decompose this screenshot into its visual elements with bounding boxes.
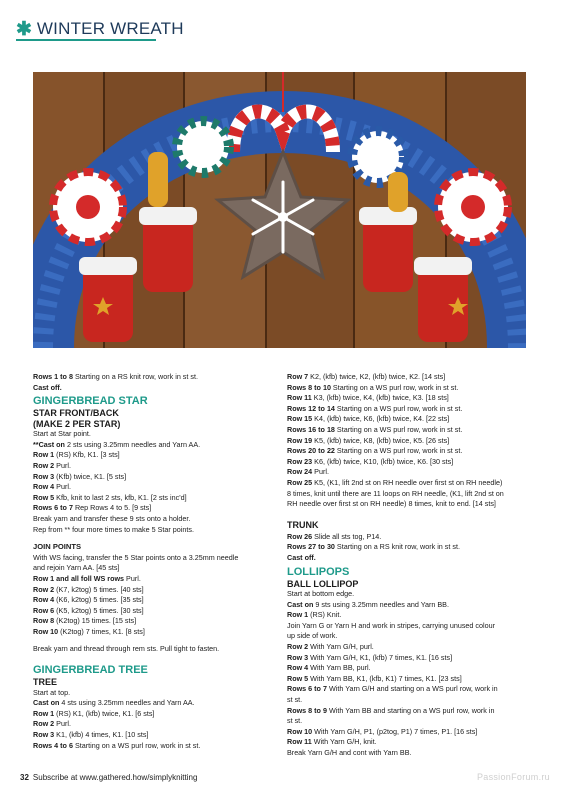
text-line: Rep from ** four more times to make 5 Star points. — [33, 524, 194, 534]
text-line: Row 8 (K2tog) 15 times. [15 sts] — [33, 616, 137, 626]
text-line: Rows 6 to 7 With Yarn G/H and starting on a WS purl row, work in — [287, 684, 498, 694]
text-line: Row 23 K6, (kfb) twice, K10, (kfb) twice, K6. [30 sts] — [287, 456, 454, 466]
text-line: Row 2 (K7, k2tog) 5 times. [40 sts] — [33, 584, 144, 594]
text-line: Rows 12 to 14 Starting on a WS purl row, work in st st. — [287, 403, 463, 413]
text-line: Break yarn and thread through rem sts. Pull tight to fasten. — [33, 644, 220, 654]
text-line: Row 11 With Yarn G/H, knit. — [287, 737, 377, 747]
section-header — [16, 19, 184, 39]
section-heading: LOLLIPOPS — [287, 565, 350, 578]
text-line: Row 6 (K5, k2tog) 5 times. [30 sts] — [33, 605, 144, 615]
text-line: Row 2 Purl. — [33, 460, 71, 470]
text-line: Rows 4 to 6 Starting on a WS purl row, work in st st. — [33, 740, 201, 750]
text-line: Row 4 (K6, k2tog) 5 times. [35 sts] — [33, 595, 144, 605]
text-line: Join Yarn G or Yarn H and work in stripes, carrying unused colour — [287, 620, 496, 630]
snowflake-icon: ✱ — [16, 18, 32, 40]
text-line: Row 10 With Yarn G/H, P1, (p2tog, P1) 7 times, P1. [16 sts] — [287, 726, 478, 736]
text-line: Cast off. — [287, 552, 316, 562]
text-line: Row 19 K5, (kfb) twice, K8, (kfb) twice, K5. [26 sts] — [287, 435, 450, 445]
text-line: Row 2 Purl. — [33, 719, 71, 729]
text-line: Start at bottom edge. — [287, 589, 355, 598]
text-line: Rows 8 to 10 Starting on a WS purl row, work in st st. — [287, 382, 459, 392]
text-line: Rows 20 to 22 Starting on a WS purl row, work in st st. — [287, 446, 463, 456]
text-line: Rows 8 to 9 With Yarn BB and starting on a WS purl row, work in — [287, 705, 495, 715]
text-line: Start at Star point. — [33, 429, 91, 439]
text-line: Rows 16 to 18 Starting on a WS purl row, work in st st. — [287, 424, 463, 434]
pattern-column-right — [287, 372, 531, 759]
text-line: and rejoin Yarn AA. [45 sts] — [33, 563, 120, 573]
text-line: Row 5 Kfb, knit to last 2 sts, kfb, K1. [2 sts inc'd] — [33, 492, 187, 502]
text-line: Row 4 Purl. — [33, 482, 71, 492]
text-line: Row 24 Purl. — [287, 467, 329, 477]
text-line: Row 3 K1, (kfb) 4 times, K1. [10 sts] — [33, 729, 149, 739]
text-line: Row 1 (RS) K1, (kfb) twice, K1. [6 sts] — [33, 708, 155, 718]
section-title: WINTER WREATH — [36, 19, 184, 38]
text-line: Row 7 K2, (kfb) twice, K2, (kfb) twice, K2. [14 sts] — [287, 372, 446, 381]
text-line: Row 1 and all foll WS rows Purl. — [33, 573, 141, 583]
text-line: Row 15 K4, (kfb) twice, K6, (kfb) twice, K4. [22 sts] — [287, 414, 450, 424]
text-line: **Cast on 2 sts using 3.25mm needles and Yarn AA. — [33, 439, 201, 449]
text-line: Start at top. — [33, 687, 71, 697]
text-line: RH needle over first st on RH needle) 8 times, knit to end. [14 sts] — [287, 499, 496, 509]
text-line: st st. — [287, 716, 303, 726]
text-line: Row 5 With Yarn BB, K1, (kfb, K1) 7 times, K1. [23 sts] — [287, 673, 462, 683]
text-line: Rows 6 to 7 Rep Rows 4 to 5. [9 sts] — [33, 503, 152, 513]
text-line: st st. — [287, 694, 303, 704]
text-line: Cast on 9 sts using 3.25mm needles and Yarn BB. — [287, 599, 449, 609]
text-line: Break Yarn G/H and cont with Yarn BB. — [287, 747, 412, 757]
text-line: With WS facing, transfer the 5 Star points onto a 3.25mm needle — [33, 552, 239, 562]
section-heading: GINGERBREAD STAR — [33, 395, 148, 408]
pattern-column-left — [33, 372, 277, 751]
text-line: Row 4 With Yarn BB, purl. — [287, 663, 371, 673]
text-line: Row 11 K3, (kfb) twice, K4, (kfb) twice, K3. [18 sts] — [287, 393, 449, 403]
text-line: Rows 27 to 30 Starting on a RS knit row, work in st st. — [287, 542, 460, 552]
page-footer — [20, 773, 197, 782]
text-line: 8 times, knit until there are 11 loops on RH needle, (K1, lift 2nd st on — [287, 488, 504, 498]
text-line: Row 10 (K2tog) 7 times, K1. [8 sts] — [33, 626, 145, 636]
text-line: Row 1 (RS) Knit. — [287, 610, 342, 620]
text-line: Break yarn and transfer these 9 sts onto a holder. — [33, 513, 191, 523]
subheading: BALL LOLLIPOP — [287, 578, 359, 589]
page-number: 32 — [20, 773, 29, 782]
text-line: Row 2 With Yarn G/H, purl. — [287, 641, 374, 651]
text-line: Cast off. — [33, 382, 62, 392]
subheading: JOIN POINTS — [33, 542, 82, 552]
subheading: (MAKE 2 PER STAR) — [33, 418, 121, 429]
watermark: PassionForum.ru — [476, 772, 550, 782]
text-line: Row 25 K5, (K1, lift 2nd st on RH needle over first st on RH needle) — [287, 477, 503, 487]
text-line: Row 3 (Kfb) twice, K1. [5 sts] — [33, 471, 127, 481]
subheading: TREE — [33, 677, 58, 688]
text-line: Cast on 4 sts using 3.25mm needles and Yarn AA. — [33, 698, 195, 708]
wreath-photo — [33, 72, 526, 348]
header-underline — [16, 39, 156, 41]
section-heading: TRUNK — [287, 519, 319, 530]
text-line: Row 26 Slide all sts tog, P14. — [287, 531, 382, 541]
subscribe-link[interactable]: Subscribe at www.gathered.how/simplyknitting — [32, 773, 198, 782]
subheading: STAR FRONT/BACK — [33, 408, 119, 419]
text-line: up side of work. — [287, 631, 338, 641]
text-line: Row 3 With Yarn G/H, K1, (kfb) 7 times, K1. [16 sts] — [287, 652, 453, 662]
text-line: Rows 1 to 8 Starting on a RS knit row, work in st st. — [33, 372, 198, 381]
section-heading: GINGERBREAD TREE — [33, 664, 148, 677]
text-line: Row 1 (RS) Kfb, K1. [3 sts] — [33, 450, 120, 460]
